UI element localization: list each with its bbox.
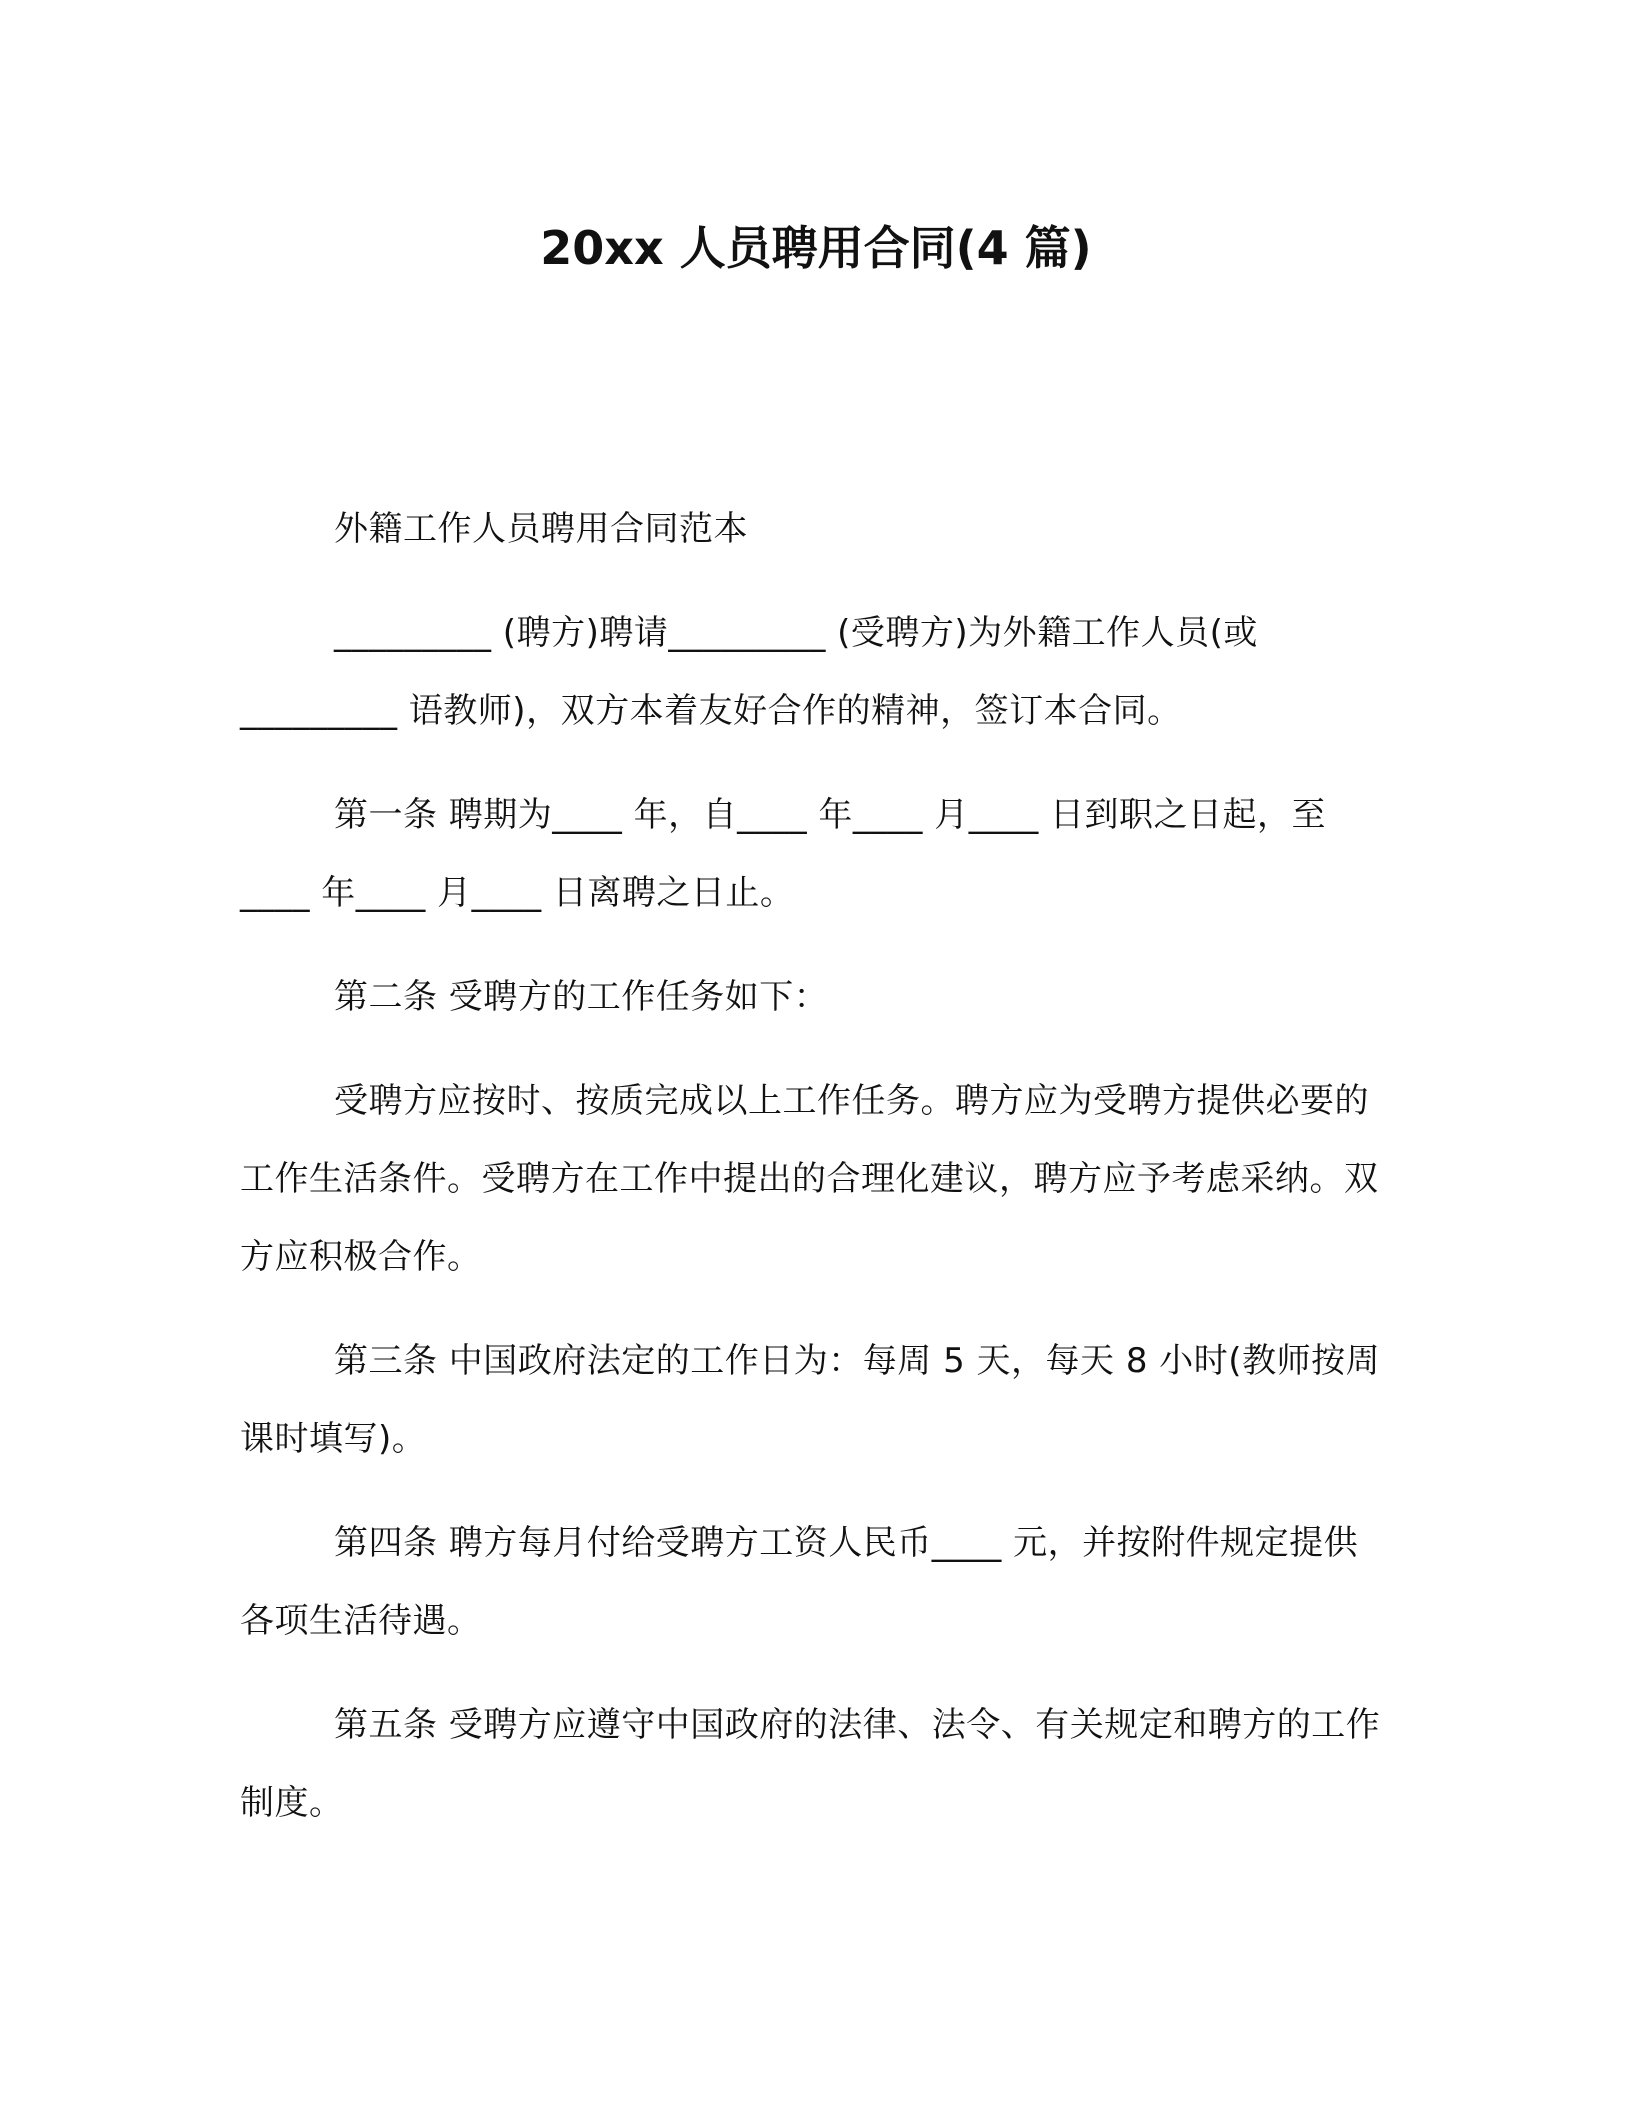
section-heading: 外籍工作人员聘用合同范本 xyxy=(334,509,748,549)
paragraph-article-4: 第四条 聘方每月付给受聘方工资人民币____ 元，并按附件规定提供各项生活待遇。 xyxy=(240,1523,1359,1641)
paragraph-intro: _________ (聘方)聘请_________ (受聘方)为外籍工作人员(或_________ 语教师)，双方本着友好合作的精神，签订本合同。 xyxy=(240,613,1258,731)
document-body xyxy=(240,490,1390,1868)
paragraph-article-2: 第二条 受聘方的工作任务如下： xyxy=(334,977,829,1017)
paragraph-article-1: 第一条 聘期为____ 年，自____ 年____ 月____ 日到职之日起，至____ 年____ 月____ 日离聘之日止。 xyxy=(240,795,1327,913)
paragraph-article-3: 第三条 中国政府法定的工作日为：每周 5 天，每天 8 小时(教师按周课时填写)。 xyxy=(240,1341,1381,1459)
paragraph-article-2-detail: 受聘方应按时、按质完成以上工作任务。聘方应为受聘方提供必要的工作生活条件。受聘方在工作中提出的合理化建议，聘方应予考虑采纳。双方应积极合作。 xyxy=(240,1081,1379,1277)
paragraph-article-5: 第五条 受聘方应遵守中国政府的法律、法令、有关规定和聘方的工作制度。 xyxy=(240,1705,1381,1823)
document-title: 20xx 人员聘用合同(4 篇) xyxy=(540,221,1092,275)
